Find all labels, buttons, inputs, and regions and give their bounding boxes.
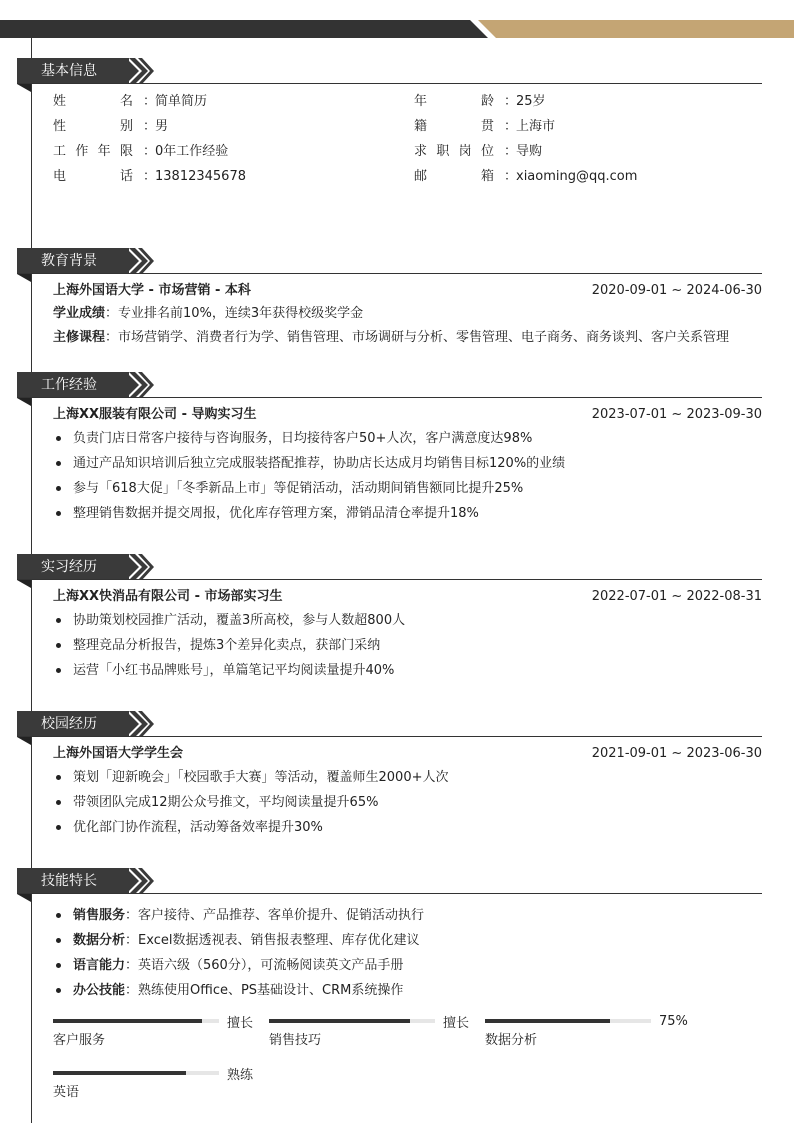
section-title: 工作经验 <box>17 372 129 398</box>
section-campus <box>17 711 762 840</box>
section-stripes-icon <box>112 554 154 580</box>
section-title: 基本信息 <box>17 58 129 84</box>
info-colon: ： <box>143 144 157 159</box>
info-label-char: 位 <box>480 144 494 159</box>
skill-level: 擅长 <box>443 1015 470 1031</box>
line-label: 主修课程 <box>53 330 106 345</box>
section-stripes-icon <box>112 58 154 84</box>
school-title: 上海外国语大学 - 市场营销 - 本科 <box>53 283 251 298</box>
list-item: 协助策划校园推广活动，覆盖3所高校，参与人数超800人 <box>53 608 762 633</box>
section-fold <box>17 274 31 282</box>
info-field <box>414 92 762 112</box>
section-title: 校园经历 <box>17 711 129 737</box>
skill-name: 英语 <box>53 1085 80 1100</box>
info-label <box>53 92 133 112</box>
section-header <box>17 711 762 737</box>
info-label <box>414 142 494 162</box>
info-label-char: 话 <box>119 169 133 184</box>
line-text: ：专业排名前10%，连续3年获得校级奖学金 <box>105 306 364 321</box>
section-title: 教育背景 <box>17 248 129 274</box>
info-label <box>414 92 494 112</box>
skill-progress-track <box>269 1019 435 1023</box>
skill-name: 销售技巧 <box>269 1033 322 1048</box>
section-header <box>17 554 762 580</box>
skill-progress-track <box>53 1071 219 1075</box>
skill-name: 客户服务 <box>53 1033 106 1048</box>
info-label-char: 职 <box>436 144 450 159</box>
section-education <box>17 248 762 350</box>
section-fold <box>17 84 31 92</box>
info-field <box>414 142 762 162</box>
work-bullets <box>53 426 762 526</box>
skill-text: ：Excel数据透视表、销售报表整理、库存优化建议 <box>125 933 420 948</box>
section-divider <box>17 83 762 84</box>
skill-progress-fill <box>269 1019 410 1023</box>
skill-label: 办公技能 <box>73 983 126 998</box>
info-label-char: 限 <box>119 144 133 159</box>
section-title: 技能特长 <box>17 868 129 894</box>
skill-progress-fill <box>485 1019 610 1023</box>
section-divider <box>17 397 762 398</box>
section-stripes-icon <box>112 372 154 398</box>
info-field <box>53 167 414 187</box>
section-divider <box>17 736 762 737</box>
list-item: 负责门店日常客户接待与咨询服务，日均接待客户50+人次，客户满意度达98% <box>53 426 762 451</box>
info-label-char: 箱 <box>480 169 494 184</box>
list-item: 整理销售数据并提交周报，优化库存管理方案，滞销品清仓率提升18% <box>53 501 762 526</box>
info-label-char: 作 <box>75 144 89 159</box>
list-item: 策划「迎新晚会」「校园歌手大赛」等活动，覆盖师生2000+人次 <box>53 765 762 790</box>
section-title: 实习经历 <box>17 554 129 580</box>
section-internship <box>17 554 762 683</box>
skill-progress-track <box>53 1019 219 1023</box>
info-label <box>414 117 494 137</box>
info-colon: ： <box>143 169 157 184</box>
section-divider <box>17 273 762 274</box>
skill-label: 语言能力 <box>73 958 126 973</box>
info-label-char: 工 <box>53 144 67 159</box>
campus-header <box>53 743 762 765</box>
list-item: 带领团队完成12期公众号推文，平均阅读量提升65% <box>53 790 762 815</box>
info-label-char: 性 <box>53 119 67 134</box>
list-item <box>53 978 762 1003</box>
top-banner <box>0 20 794 38</box>
section-stripes-icon <box>112 868 154 894</box>
info-label <box>53 117 133 137</box>
list-item: 运营「小红书品牌账号」，单篇笔记平均阅读量提升40% <box>53 658 762 683</box>
skill-text: ：客户接待、产品推荐、客单价提升、促销活动执行 <box>125 908 425 923</box>
section-skills <box>17 868 762 1115</box>
skill-label: 数据分析 <box>73 933 126 948</box>
info-label-char: 贯 <box>480 119 494 134</box>
skill-label: 销售服务 <box>73 908 126 923</box>
info-value: 上海市 <box>516 119 556 134</box>
list-item: 通过产品知识培训后独立完成服装搭配推荐，协助店长达成月均销售目标120%的业绩 <box>53 451 762 476</box>
section-fold <box>17 398 31 406</box>
skill-progress-track <box>485 1019 651 1023</box>
section-stripes-icon <box>112 711 154 737</box>
info-field <box>414 167 762 187</box>
skills-bullets <box>53 903 762 1003</box>
line-label: 学业成绩 <box>53 306 106 321</box>
section-header <box>17 372 762 398</box>
skill-bar-item <box>269 1011 485 1063</box>
section-stripes-icon <box>112 248 154 274</box>
info-label <box>53 142 133 162</box>
info-colon: ： <box>504 94 518 109</box>
list-item: 优化部门协作流程，活动筹备效率提升30% <box>53 815 762 840</box>
list-item <box>53 928 762 953</box>
info-colon: ： <box>504 119 518 134</box>
skill-progress-fill <box>53 1071 186 1075</box>
section-divider <box>17 893 762 894</box>
skill-text: ：熟练使用Office、PS基础设计、CRM系统操作 <box>125 983 404 998</box>
skill-bar-item <box>485 1011 701 1063</box>
info-label-char: 岗 <box>458 144 472 159</box>
skill-level: 擅长 <box>227 1015 254 1031</box>
skill-bar-row <box>53 1063 269 1083</box>
education-date: 2020-09-01 ~ 2024-06-30 <box>591 283 762 298</box>
education-line <box>53 326 762 350</box>
info-colon: ： <box>504 169 518 184</box>
info-label-char: 名 <box>119 94 133 109</box>
section-header <box>17 868 762 894</box>
info-label-char: 年 <box>414 94 428 109</box>
work-header <box>53 404 762 426</box>
campus-date: 2021-09-01 ~ 2023-06-30 <box>591 746 762 761</box>
info-value: 简单简历 <box>155 94 208 109</box>
list-item <box>53 903 762 928</box>
work-date: 2023-07-01 ~ 2023-09-30 <box>591 407 762 422</box>
intern-date: 2022-07-01 ~ 2022-08-31 <box>591 589 762 604</box>
section-basic-info <box>17 58 762 187</box>
info-label <box>53 167 133 187</box>
section-fold <box>17 580 31 588</box>
basic-info-grid <box>53 92 762 187</box>
campus-bullets <box>53 765 762 840</box>
info-colon: ： <box>143 94 157 109</box>
company-title: 上海XX快消品有限公司 - 市场部实习生 <box>53 589 283 604</box>
info-label-char: 龄 <box>480 94 494 109</box>
info-value: 0年工作经验 <box>155 144 229 159</box>
education-header <box>53 280 762 302</box>
education-line <box>53 302 762 326</box>
skill-level: 熟练 <box>227 1067 254 1083</box>
info-label-char: 别 <box>119 119 133 134</box>
section-header <box>17 248 762 274</box>
info-label <box>414 167 494 187</box>
skill-bar-item <box>53 1011 269 1063</box>
skill-bar-row <box>53 1011 269 1031</box>
info-value: 25岁 <box>516 94 546 109</box>
skill-bar-row <box>269 1011 485 1031</box>
info-label-char: 求 <box>414 144 428 159</box>
info-field <box>414 117 762 137</box>
info-colon: ： <box>504 144 518 159</box>
info-label-char: 姓 <box>53 94 67 109</box>
company-title: 上海XX服装有限公司 - 导购实习生 <box>53 407 257 422</box>
skill-bars <box>53 1011 762 1115</box>
list-item: 整理竞品分析报告，提炼3个差异化卖点，获部门采纳 <box>53 633 762 658</box>
section-work <box>17 372 762 526</box>
skill-bar-row <box>485 1011 701 1031</box>
section-fold <box>17 737 31 745</box>
intern-bullets <box>53 608 762 683</box>
intern-header <box>53 586 762 608</box>
section-fold <box>17 894 31 902</box>
section-divider <box>17 579 762 580</box>
list-item <box>53 953 762 978</box>
skill-text: ：英语六级（560分），可流畅阅读英文产品手册 <box>125 958 404 973</box>
info-field <box>53 117 414 137</box>
skill-bar-item <box>53 1063 269 1115</box>
info-value: 导购 <box>516 144 543 159</box>
org-title: 上海外国语大学学生会 <box>53 746 184 761</box>
section-header <box>17 58 762 84</box>
list-item: 参与「618大促」「冬季新品上市」等促销活动，活动期间销售额同比提升25% <box>53 476 762 501</box>
info-field <box>53 142 414 162</box>
info-label-char: 邮 <box>414 169 428 184</box>
info-value: xiaoming@qq.com <box>516 169 638 184</box>
info-label-char: 年 <box>97 144 111 159</box>
info-colon: ： <box>143 119 157 134</box>
info-value: 男 <box>155 119 169 134</box>
info-field <box>53 92 414 112</box>
info-value: 13812345678 <box>155 169 246 184</box>
skill-name: 数据分析 <box>485 1033 538 1048</box>
line-text: ：市场营销学、消费者行为学、销售管理、市场调研与分析、零售管理、电子商务、商务谈判、客户关系管理 <box>105 330 730 345</box>
skill-level: 75% <box>659 1013 688 1029</box>
info-label-char: 籍 <box>414 119 428 134</box>
info-label-char: 电 <box>53 169 67 184</box>
skill-progress-fill <box>53 1019 202 1023</box>
